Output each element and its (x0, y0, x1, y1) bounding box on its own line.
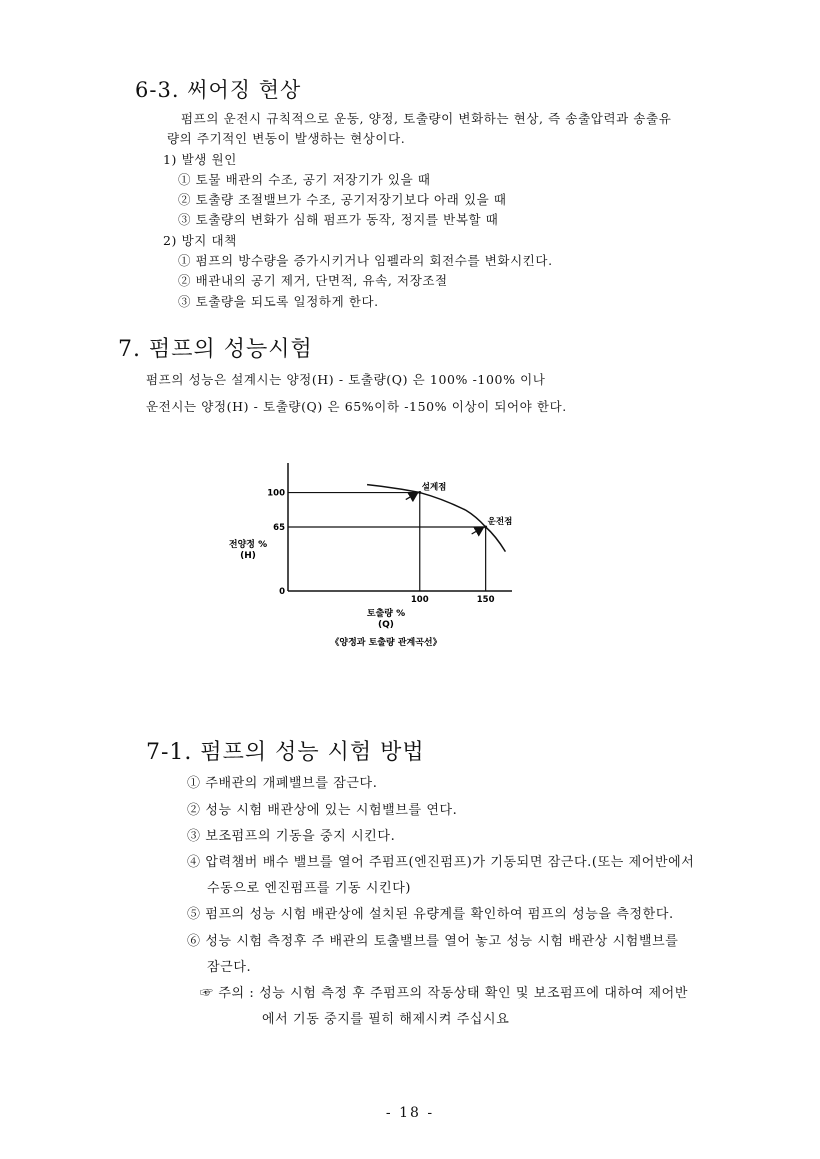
paragraph-line: 량의 주기적인 변동이 발생하는 현상이다. (167, 131, 406, 146)
list-item: ① 토물 배관의 수조, 공기 저장기가 있을 때 (178, 172, 431, 187)
point-label: 설계점 (421, 482, 447, 493)
list-item: ④ 압력챔버 배수 밸브를 열어 주펌프(엔진펌프)가 기동되면 잠근다.(또는 제어반에서 (187, 855, 695, 870)
cause-heading: 1) 발생 원인 (163, 152, 237, 167)
head-flow-chart (200, 455, 540, 660)
point-arrow (406, 493, 418, 500)
section-6-3-title: 6-3. 써어징 현상 (135, 78, 302, 102)
point-label: 운전점 (487, 517, 513, 527)
paragraph-line: 운전시는 양정(H) - 토출량(Q) 은 65%이하 -150% 이상이 되어야 한다. (146, 399, 567, 414)
note-line: 에서 기동 중지를 필히 해제시켜 주십시요 (262, 1012, 510, 1027)
y-tick-label: 100 (267, 488, 285, 499)
list-item: ⑤ 펌프의 성능 시험 배관상에 설치된 유량계를 확인하여 펌프의 성능을 측정한다. (187, 907, 674, 922)
x-axis-label-unit: (Q) (378, 620, 394, 630)
list-item: ② 성능 시험 배관상에 있는 시험밸브를 연다. (187, 803, 458, 818)
list-item: ③ 토출량의 변화가 심해 펌프가 동작, 정지를 반복할 때 (178, 212, 499, 227)
point-arrow (472, 527, 484, 534)
list-item: ② 배관내의 공기 제거, 단면적, 유속, 저장조절 (178, 273, 448, 288)
paragraph-line: 펌프의 운전시 규칙적으로 운동, 양정, 토출량이 변화하는 현상, 즉 송출압력과 송출유 (181, 111, 672, 126)
note-line: ☞ 주의 : 성능 시험 측정 후 주펌프의 작동상태 확인 및 보조펌프에 대하여 제어반 (200, 986, 688, 1001)
list-item: ③ 토출량을 되도록 일정하게 한다. (178, 294, 379, 309)
prevention-heading: 2) 방지 대책 (163, 233, 237, 248)
list-item-continuation: 잠근다. (207, 960, 252, 975)
list-item: ① 주배관의 개폐밸브를 잠근다. (187, 776, 378, 791)
performance-curve (367, 485, 505, 552)
y-axis-label-unit: (H) (240, 551, 256, 561)
x-tick-label: 100 (410, 595, 429, 605)
chart-caption: 《양정과 토출량 관계곡선》 (330, 638, 442, 648)
section-7-1-title: 7-1. 펌프의 성능 시험 방법 (146, 740, 425, 765)
list-item: ⑥ 성능 시험 측정후 주 배관의 토출밸브를 열어 놓고 성능 시험 배관상 시험밸브를 (187, 934, 679, 949)
x-tick-label: 150 (476, 595, 495, 605)
section-7-title: 7. 펌프의 성능시험 (118, 337, 313, 362)
y-axis-label: 전양정 % (228, 540, 268, 550)
list-item: ① 펌프의 방수량을 증가시키거나 임펠라의 회전수를 변화시킨다. (178, 253, 553, 268)
page-number: - 18 - (385, 1105, 435, 1121)
x-axis-label: 토출량 % (366, 609, 406, 619)
list-item-continuation: 수동으로 엔진펌프를 기동 시킨다) (207, 881, 412, 896)
y-tick-label: 0 (279, 587, 285, 597)
paragraph-line: 펌프의 성능은 설계시는 양정(H) - 토출량(Q) 은 100% -100% 이나 (146, 372, 546, 387)
y-tick-label: 65 (273, 523, 285, 533)
list-item: ③ 보조펌프의 기동을 중지 시킨다. (187, 829, 396, 844)
list-item: ② 토출량 조절밸브가 수조, 공기저장기보다 아래 있을 때 (178, 192, 507, 207)
